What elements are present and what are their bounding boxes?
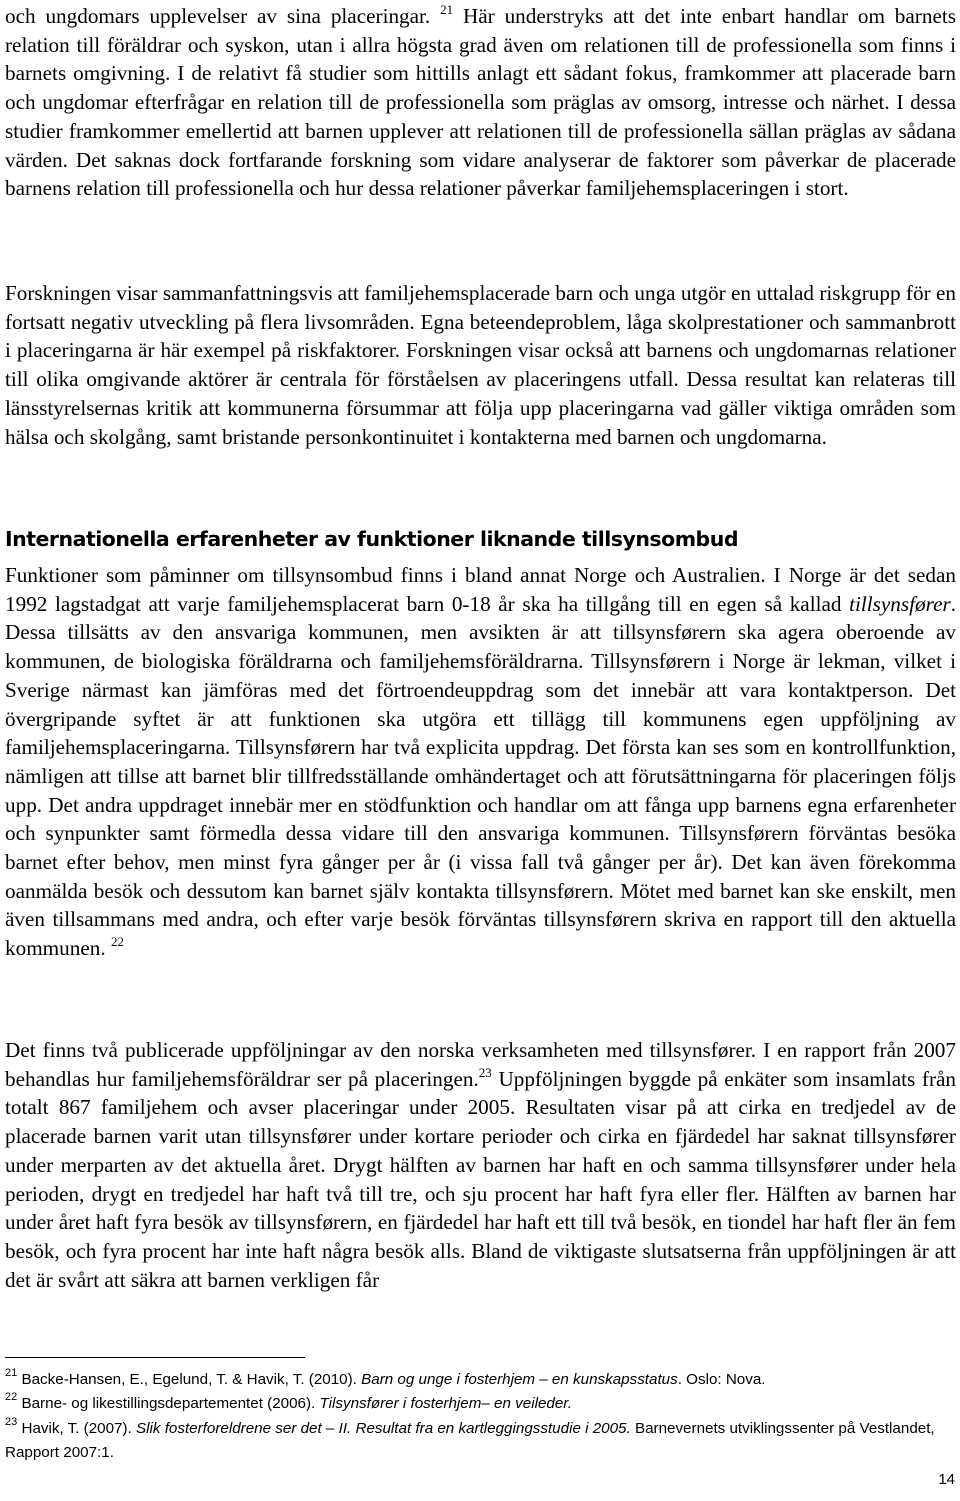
paragraph-4 [5, 1036, 956, 1294]
paragraph-2-text: Forskningen visar sammanfattningsvis att familjehemsplacerade barn och unga utgör en uttalad riskgrupp för en fortsatt negativ utveckling på flera livsområden. Egna beteendeproblem, låga skolprestationer och sammanbrott i placeringarna är här exempel på riskfaktorer. Forskningen visar också att barnens och ungdomarnas relationer till olika omgivande aktörer är centrala för förståelsen av placeringens utfall. Dessa resultat kan relateras till länsstyrelsernas kritik att kommunerna försummar att följa upp placeringarna vad gäller viktiga områden som hälsa och skolgång, samt bristande personkontinuitet i kontakterna med barnen och ungdomarna. [5, 281, 956, 449]
page-number: 14 [938, 1471, 955, 1488]
footnotes [5, 1368, 956, 1466]
footnote-text-end: Barnevernets utviklingssenter på Vestlandet, Rapport 2007:1. [5, 1419, 935, 1462]
footnote-text-end: . Oslo: Nova. [677, 1371, 766, 1388]
footnote-separator [5, 1357, 305, 1358]
paragraph-3 [5, 561, 956, 963]
paragraph-3-text-a: Funktioner som påminner om tillsynsombud finns i bland annat Norge och Australien. I Norge är det sedan 1992 lagstadgat att varje familjehemsplacerat barn 0-18 år ska ha tillgång till en egen så kallad [5, 563, 956, 616]
footnote-23 [5, 1417, 956, 1466]
footnote-number: 21 [5, 1367, 18, 1379]
paragraph-3-text-b: . Dessa tillsätts av den ansvariga kommunen, men avsikten är att tillsynsførern ska agera oberoende av kommunen, de biologiska föräldrarna och familjehemsföräldrarna. Tillsynsførern i Norge är lekman, vilket i Sverige närmast kan jämföras med det förtroendeuppdrag som det innebär att vara kontaktperson. Det övergripande syftet är att funktionen ska utgöra ett tillägg till kommunens egen uppföljning av familjehemsplaceringarna. Tillsynsførern har två explicita uppdrag. Det första kan ses som en kontrollfunktion, nämligen att tillse att barnet blir tillfredsställande omhändertaget och att förutsättningarna för placeringen följs upp. Det andra uppdraget innebär mer en stödfunktion och handlar om att fånga upp barnens egna erfarenheter och synpunkter samt förmedla dessa vidare till den ansvariga kommunen. Tillsynsførern förväntas besöka barnet efter behov, men minst fyra gånger per år (i vissa fall två gånger per år). Det kan även förekomma oanmälda besök och dessutom kan barnet själv kontakta tillsynsførern. Mötet med barnet kan ske enskilt, men även tillsammans med andra, och efter varje besök förväntas tillsynsførern skriva en rapport till den aktuella kommunen. [5, 591, 957, 961]
paragraph-1 [5, 2, 956, 203]
footnote-22 [5, 1392, 956, 1416]
footnote-title: Tilsynsfører i fosterhjem– en veileder. [319, 1395, 573, 1413]
section-heading: Internationella erfarenheter av funktioner liknande tillsynsombud [5, 527, 738, 551]
paragraph-4-text-a: Det finns två publicerade uppföljningar av den norska verksamheten med tillsynsfører. I en rapport från 2007 behandlas hur familjehemsföräldrar ser på placeringen. [5, 1038, 956, 1091]
footnote-ref-22: 22 [110, 934, 124, 950]
footnote-title: Slik fosterforeldrene ser det – II. Resultat fra en kartleggingsstudie i 2005. [136, 1419, 631, 1437]
paragraph-1-text-b: Här understryks att det inte enbart handlar om barnets relation till föräldrar och syskon, utan i allra högsta grad även om relationen till de professionella som finns i barnets omgivning. I de relativt få studier som hittills anlagt ett sådant fokus, framkommer att placerade barn och ungdomar efterfrågar en relation till de professionella som präglas av omsorg, intresse och närhet. I dessa studier framkommer emellertid att barnen upplever att relationen till de professionella sällan präglas av sådana värden. Det saknas dock fortfarande forskning som vidare analyserar de faktorer som påverkar de placerade barnens relation till professionella och hur dessa relationer påverkar familjehemsplaceringen i stort. [5, 4, 956, 201]
footnote-ref-21: 21 [440, 2, 454, 17]
footnote-21 [5, 1368, 956, 1392]
footnote-title: Barn og unge i fosterhjem – en kunskapsstatus [361, 1371, 678, 1388]
footnote-text: Barne- og likestillingsdepartementet (2006). [21, 1395, 320, 1413]
paragraph-1-text-a: och ungdomars upplevelser av sina placeringar. [5, 4, 431, 28]
footnote-number: 23 [5, 1415, 18, 1428]
paragraph-4-text-b: Uppföljningen byggde på enkäter som insamlats från totalt 867 familjehem och avser placeringar under 2005. Resultaten visar på att cirka en tredjedel av de placerade barnen varit utan tillsynsfører under kortare perioder och cirka en fjärdedel har saknat tillsynsfører under merparten av det aktuella året. Drygt hälften av barnen har haft en och samma tillsynsfører under hela perioden, drygt en tredjedel har haft två till tre, och sju procent har haft fyra eller fler. Hälften av barnen har under året haft fyra besök av tillsynsførern, en fjärdedel har haft ett till två besök, en tiondel har haft fler än fem besök, och fyra procent har inte haft några besök alls. Bland de viktigaste slutsatserna från uppföljningen är att det är svårt att säkra att barnen verkligen får [5, 1066, 956, 1292]
paragraph-3-italic-term: tillsynsfører [849, 591, 951, 616]
footnote-number: 22 [5, 1391, 18, 1404]
footnote-text: Backe-Hansen, E., Egelund, T. & Havik, T. (2010). [21, 1371, 362, 1388]
footnote-text: Havik, T. (2007). [21, 1419, 136, 1437]
footnote-ref-23: 23 [478, 1064, 492, 1080]
paragraph-2 [5, 279, 956, 451]
